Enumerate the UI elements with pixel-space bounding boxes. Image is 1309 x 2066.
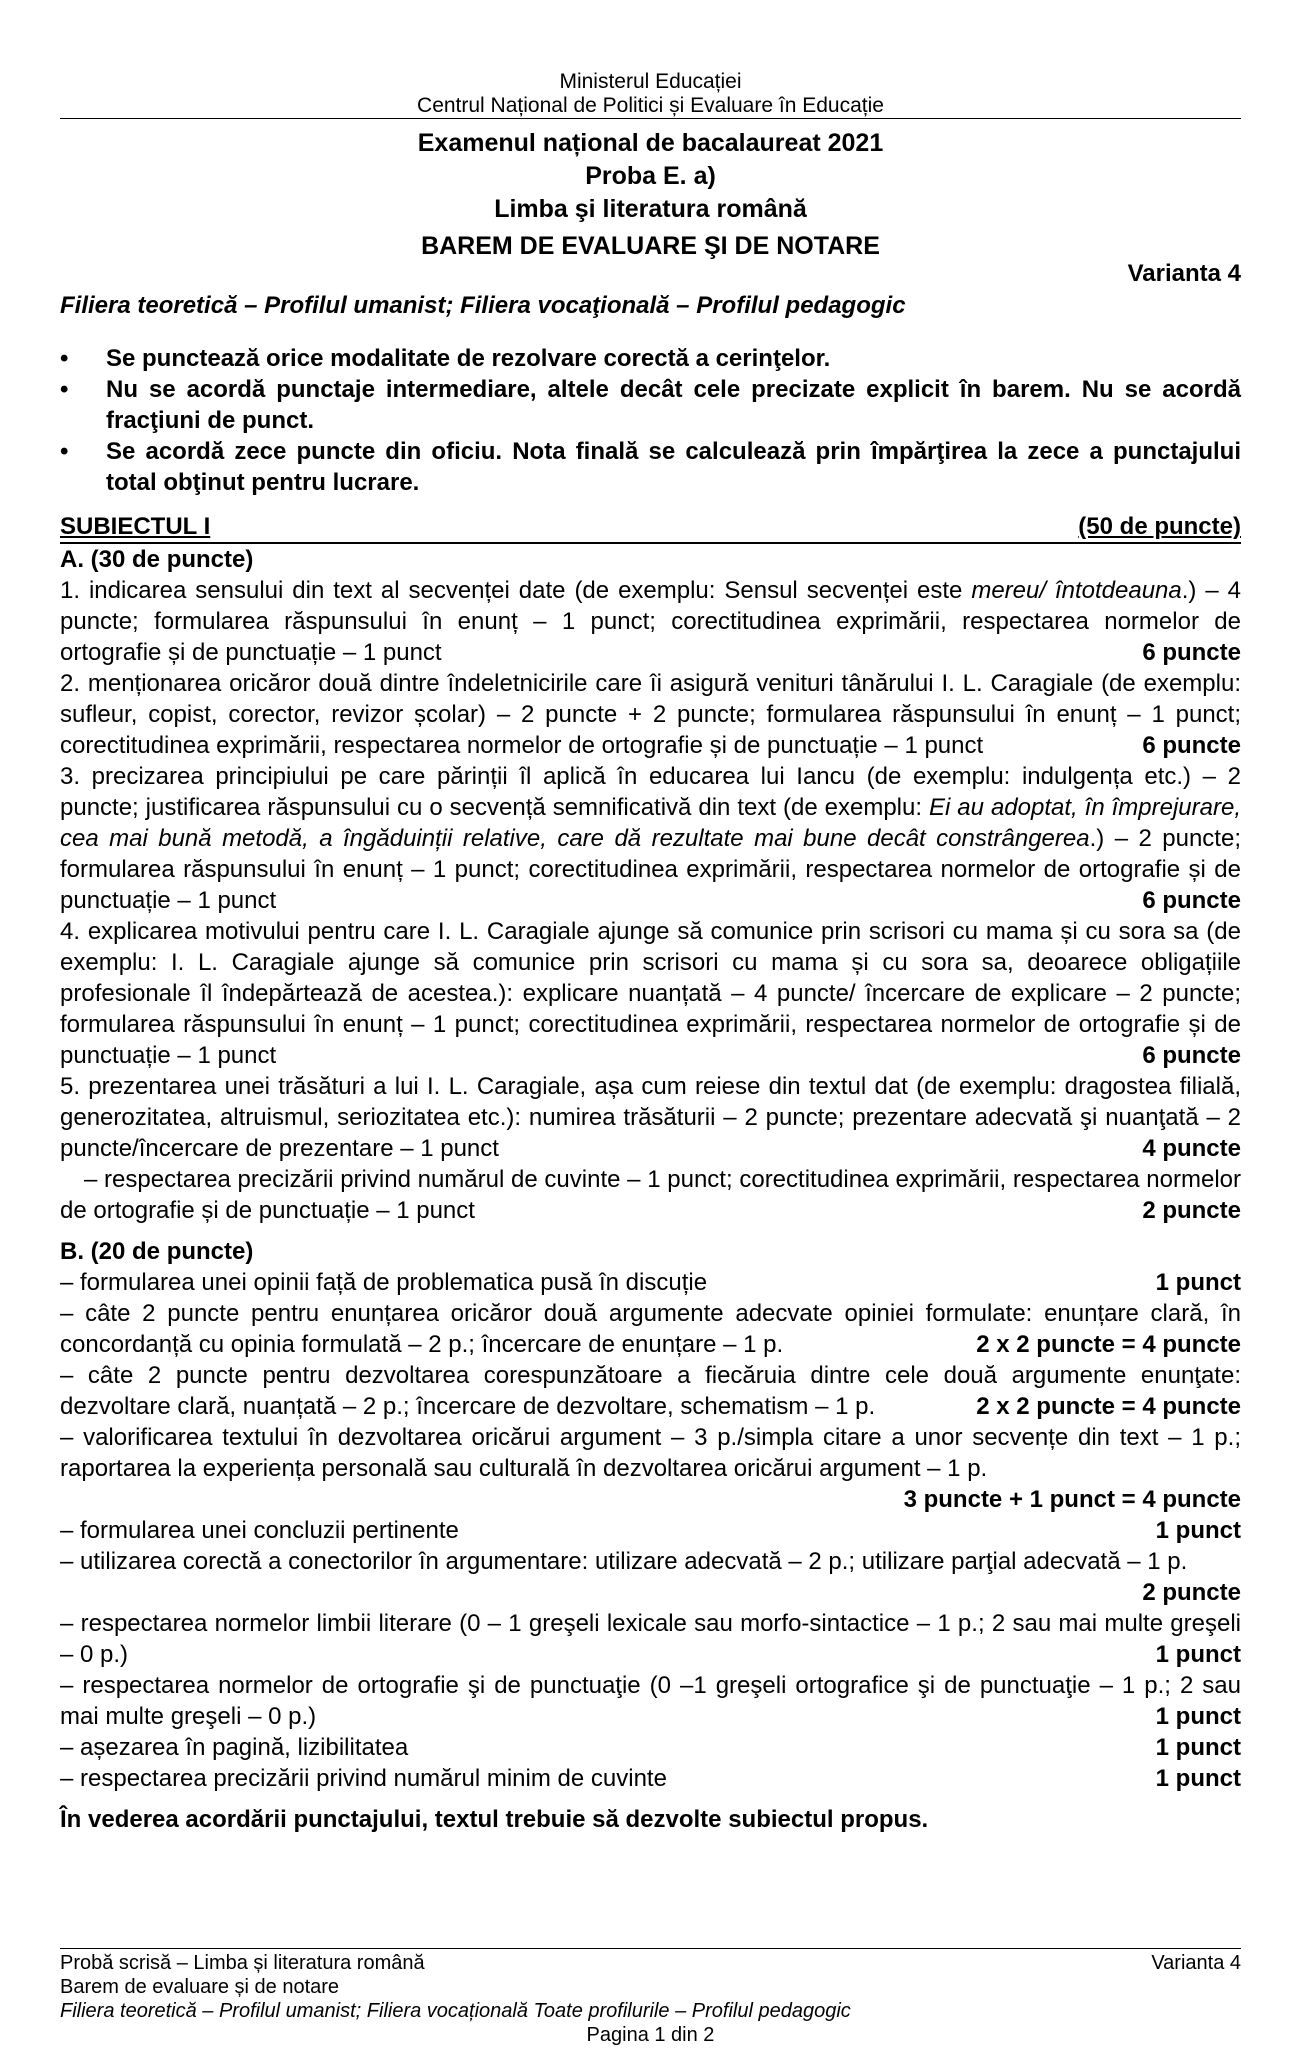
part-b-item-points-line: 3 puncte + 1 punct = 4 puncte: [903, 1486, 1241, 1513]
item-text: 4. explicarea motivului pentru care I. L. Caragiale ajunge să comunice prin scrisori cu mama și cu sora sa (de exemplu: I. L. Caragiale ajunge să comunice prin scrisori cu mama și cu sora sa, deoarece obligațiile profesionale îl îndepărtează de acestea.): explicare nuanțată – 4 puncte/ încercare de explicare – 2 puncte; formularea răspunsului în enunț – 1 punct; corectitudinea exprimării, respectarea normelor de ortografie și de punctuație – 1 punct: [60, 918, 1241, 1069]
part-a-item-3: [60, 761, 1241, 916]
item-text: .) – 2 puncte; formularea răspunsului în enunț – 1 punct; corectitudinea exprimării, respectarea normelor de ortografie și de punctuație – 1 punct: [60, 825, 1241, 914]
exam-proba: Proba E. a): [585, 162, 716, 190]
part-a-item-1: [60, 575, 1241, 668]
item-points: 6 puncte: [1142, 1042, 1241, 1069]
footer-probe: Probă scrisă – Limba și literatura română: [60, 1952, 425, 1974]
final-note: În vederea acordării punctajului, textul trebuie să dezvolte subiectul propus.: [60, 1806, 929, 1833]
part-b-item: [60, 1422, 1241, 1484]
rule-item: • Se punctează orice modalitate de rezolvare corectă a cerinţelor.: [60, 343, 1241, 374]
rule-item: • Se acordă zece puncte din oficiu. Nota finală se calculează prin împărţirea la zece a punctajului total obţinut pentru lucrare.: [60, 436, 1241, 498]
part-b-item: [60, 1732, 1241, 1763]
part-a-item-2: [60, 668, 1241, 761]
item-text: 1. indicarea sensului din text al secvenței date (de exemplu: Sensul secvenței este: [60, 577, 972, 604]
part-a-item-5: [60, 1071, 1241, 1164]
document-page: [60, 70, 1241, 1835]
item-text: – așezarea în pagină, lizibilitatea: [60, 1734, 409, 1761]
item-text: – respectarea precizării privind numărul de cuvinte – 1 punct; corectitudinea exprimării, respectarea normelor de ortografie și de punctuație – 1 punct: [60, 1166, 1241, 1224]
subject-title: SUBIECTUL I: [60, 513, 211, 540]
part-b-item: [60, 1763, 1241, 1794]
item-text: – respectarea normelor limbii literare (0 – 1 greşeli lexicale sau morfo-sintactice – 1 p.; 2 sau mai multe greşeli – 0 p.): [60, 1610, 1241, 1668]
filiera-text: Filiera teoretică – Profilul umanist; Filiera vocaţională – Profilul pedagogic: [60, 292, 906, 319]
item-points: 2 puncte: [1142, 1197, 1241, 1224]
part-a-item-5-extra: [60, 1164, 1241, 1226]
footer-filiera: Filiera teoretică – Profilul umanist; Filiera vocațională Toate profilurile – Profilul pedagogic: [60, 2000, 851, 2022]
item-text: – câte 2 puncte pentru enunțarea oricăror două argumente adecvate opiniei formulate: enunțare clară, în concordanță cu opinia formulată – 2 p.; încercare de enunțare – 1 p.: [60, 1300, 1241, 1358]
part-b-item: [60, 1515, 1241, 1546]
item-text: 5. prezentarea unei trăsături a lui I. L. Caragiale, așa cum reiese din textul dat (de exemplu: dragostea filială, generozitatea, altruismul, seriozitatea etc.): numirea trăsăturii – 2 puncte; prezentare adecvată şi nuanţată – 2 puncte/încercare de prezentare – 1 punct: [60, 1073, 1241, 1162]
part-b-item: [60, 1360, 1241, 1422]
part-b-item: [60, 1267, 1241, 1298]
item-text: – formularea unei concluzii pertinente: [60, 1517, 459, 1544]
item-text: – utilizarea corectă a conectorilor în argumentare: utilizare adecvată – 2 p.; utilizare parţial adecvată – 1 p.: [60, 1548, 1188, 1575]
item-text: – formularea unei opinii față de problematica pusă în discuție: [60, 1269, 708, 1296]
title-block: [60, 127, 1241, 263]
item-points: 6 puncte: [1142, 639, 1241, 666]
item-text: – respectarea normelor de ortografie şi de punctuaţie (0 –1 greşeli ortografice şi de punctuaţie – 1 p.; 2 sau mai multe greşeli – 0 p.): [60, 1672, 1241, 1730]
item-points: 2 x 2 puncte = 4 puncte: [976, 1331, 1241, 1358]
rules-list: [60, 343, 1241, 498]
item-points: 1 punct: [1155, 1517, 1241, 1544]
part-b-item: [60, 1546, 1241, 1608]
header-center: Centrul Național de Politici și Evaluare în Educație: [60, 94, 1241, 119]
header-ministry: Ministerul Educației: [559, 70, 742, 93]
item-points: 1 punct: [1155, 1765, 1241, 1792]
footer-barem: Barem de evaluare și de notare: [60, 1976, 340, 1998]
page-footer: [60, 1948, 1241, 2047]
item-points: 2 x 2 puncte = 4 puncte: [976, 1393, 1241, 1420]
part-b-item: [60, 1298, 1241, 1360]
footer-varianta: Varianta 4: [1151, 1952, 1241, 1974]
exam-title: Examenul național de bacalaureat 2021: [417, 129, 884, 157]
part-b-title: B. (20 de puncte): [60, 1238, 254, 1265]
item-text: – câte 2 puncte pentru dezvoltarea corespunzătoare a fiecăruia dintre cele două argumente enunţate: dezvoltare clară, nuanțată – 2 p.; încercare de dezvoltare, schematism – 1 p.: [60, 1362, 1241, 1420]
part-b-item: [60, 1608, 1241, 1670]
subject-heading: [60, 512, 1241, 544]
item-text: 2. menționarea oricăror două dintre îndeletnicirile care îi asigură venituri tânărului I. L. Caragiale (de exemplu: sufleur, copist, corector, revizor școlar) – 2 puncte + 2 puncte; formularea răspunsului în enunț – 1 punct; corectitudinea exprimării, respectarea normelor de ortografie și de punctuație – 1 punct: [60, 670, 1241, 759]
item-text: – respectarea precizării privind numărul minim de cuvinte: [60, 1765, 667, 1792]
item-example: Ei au adoptat, în împrejurare, cea mai bună metodă, a îngăduinții relative, care dă rezultate mai bune decât constrângerea: [60, 794, 1242, 852]
item-example: mereu/ întotdeauna: [971, 577, 1182, 604]
barem-title: BAREM DE EVALUARE ŞI DE NOTARE: [421, 232, 880, 260]
filiera-row: [60, 259, 1241, 321]
item-points: 1 punct: [1155, 1734, 1241, 1761]
item-text: – valorificarea textului în dezvoltarea oricărui argument – 3 p./simpla citare a unor secvențe din text – 1 p.; raportarea la experiența personală sau culturală în dezvoltarea oricărui argument – 1 p.: [60, 1424, 1241, 1482]
item-points: 4 puncte: [1142, 1135, 1241, 1162]
rule-item: • Nu se acordă punctaje intermediare, altele decât cele precizate explicit în barem. Nu se acordă fracţiuni de punct.: [60, 374, 1241, 436]
item-points: 1 punct: [1155, 1703, 1241, 1730]
item-points: 1 punct: [1155, 1269, 1241, 1296]
part-b-item: [60, 1670, 1241, 1732]
part-a-title: A. (30 de puncte): [60, 546, 254, 573]
part-a-item-4: [60, 916, 1241, 1071]
exam-subject: Limba şi literatura română: [494, 195, 807, 223]
subject-points: (50 de puncte): [1078, 513, 1241, 540]
item-points: 1 punct: [1155, 1641, 1241, 1668]
item-points: 6 puncte: [1142, 887, 1241, 914]
item-text: 3. precizarea principiului pe care părinții îl aplică în educarea lui Iancu (de exemplu: indulgența etc.) – 2 puncte; justificarea răspunsului cu o secvență semnificativă din text (de exemplu:: [60, 763, 1241, 821]
item-points: 2 puncte: [1142, 1579, 1241, 1606]
varianta-label: Varianta 4: [1127, 260, 1241, 287]
page-number: Pagina 1 din 2: [586, 2024, 715, 2046]
item-text: .) – 4 puncte; formularea răspunsului în enunț – 1 punct; corectitudinea exprimării, respectarea normelor de ortografie și de punctuație – 1 punct: [60, 577, 1241, 666]
item-points: 6 puncte: [1142, 732, 1241, 759]
